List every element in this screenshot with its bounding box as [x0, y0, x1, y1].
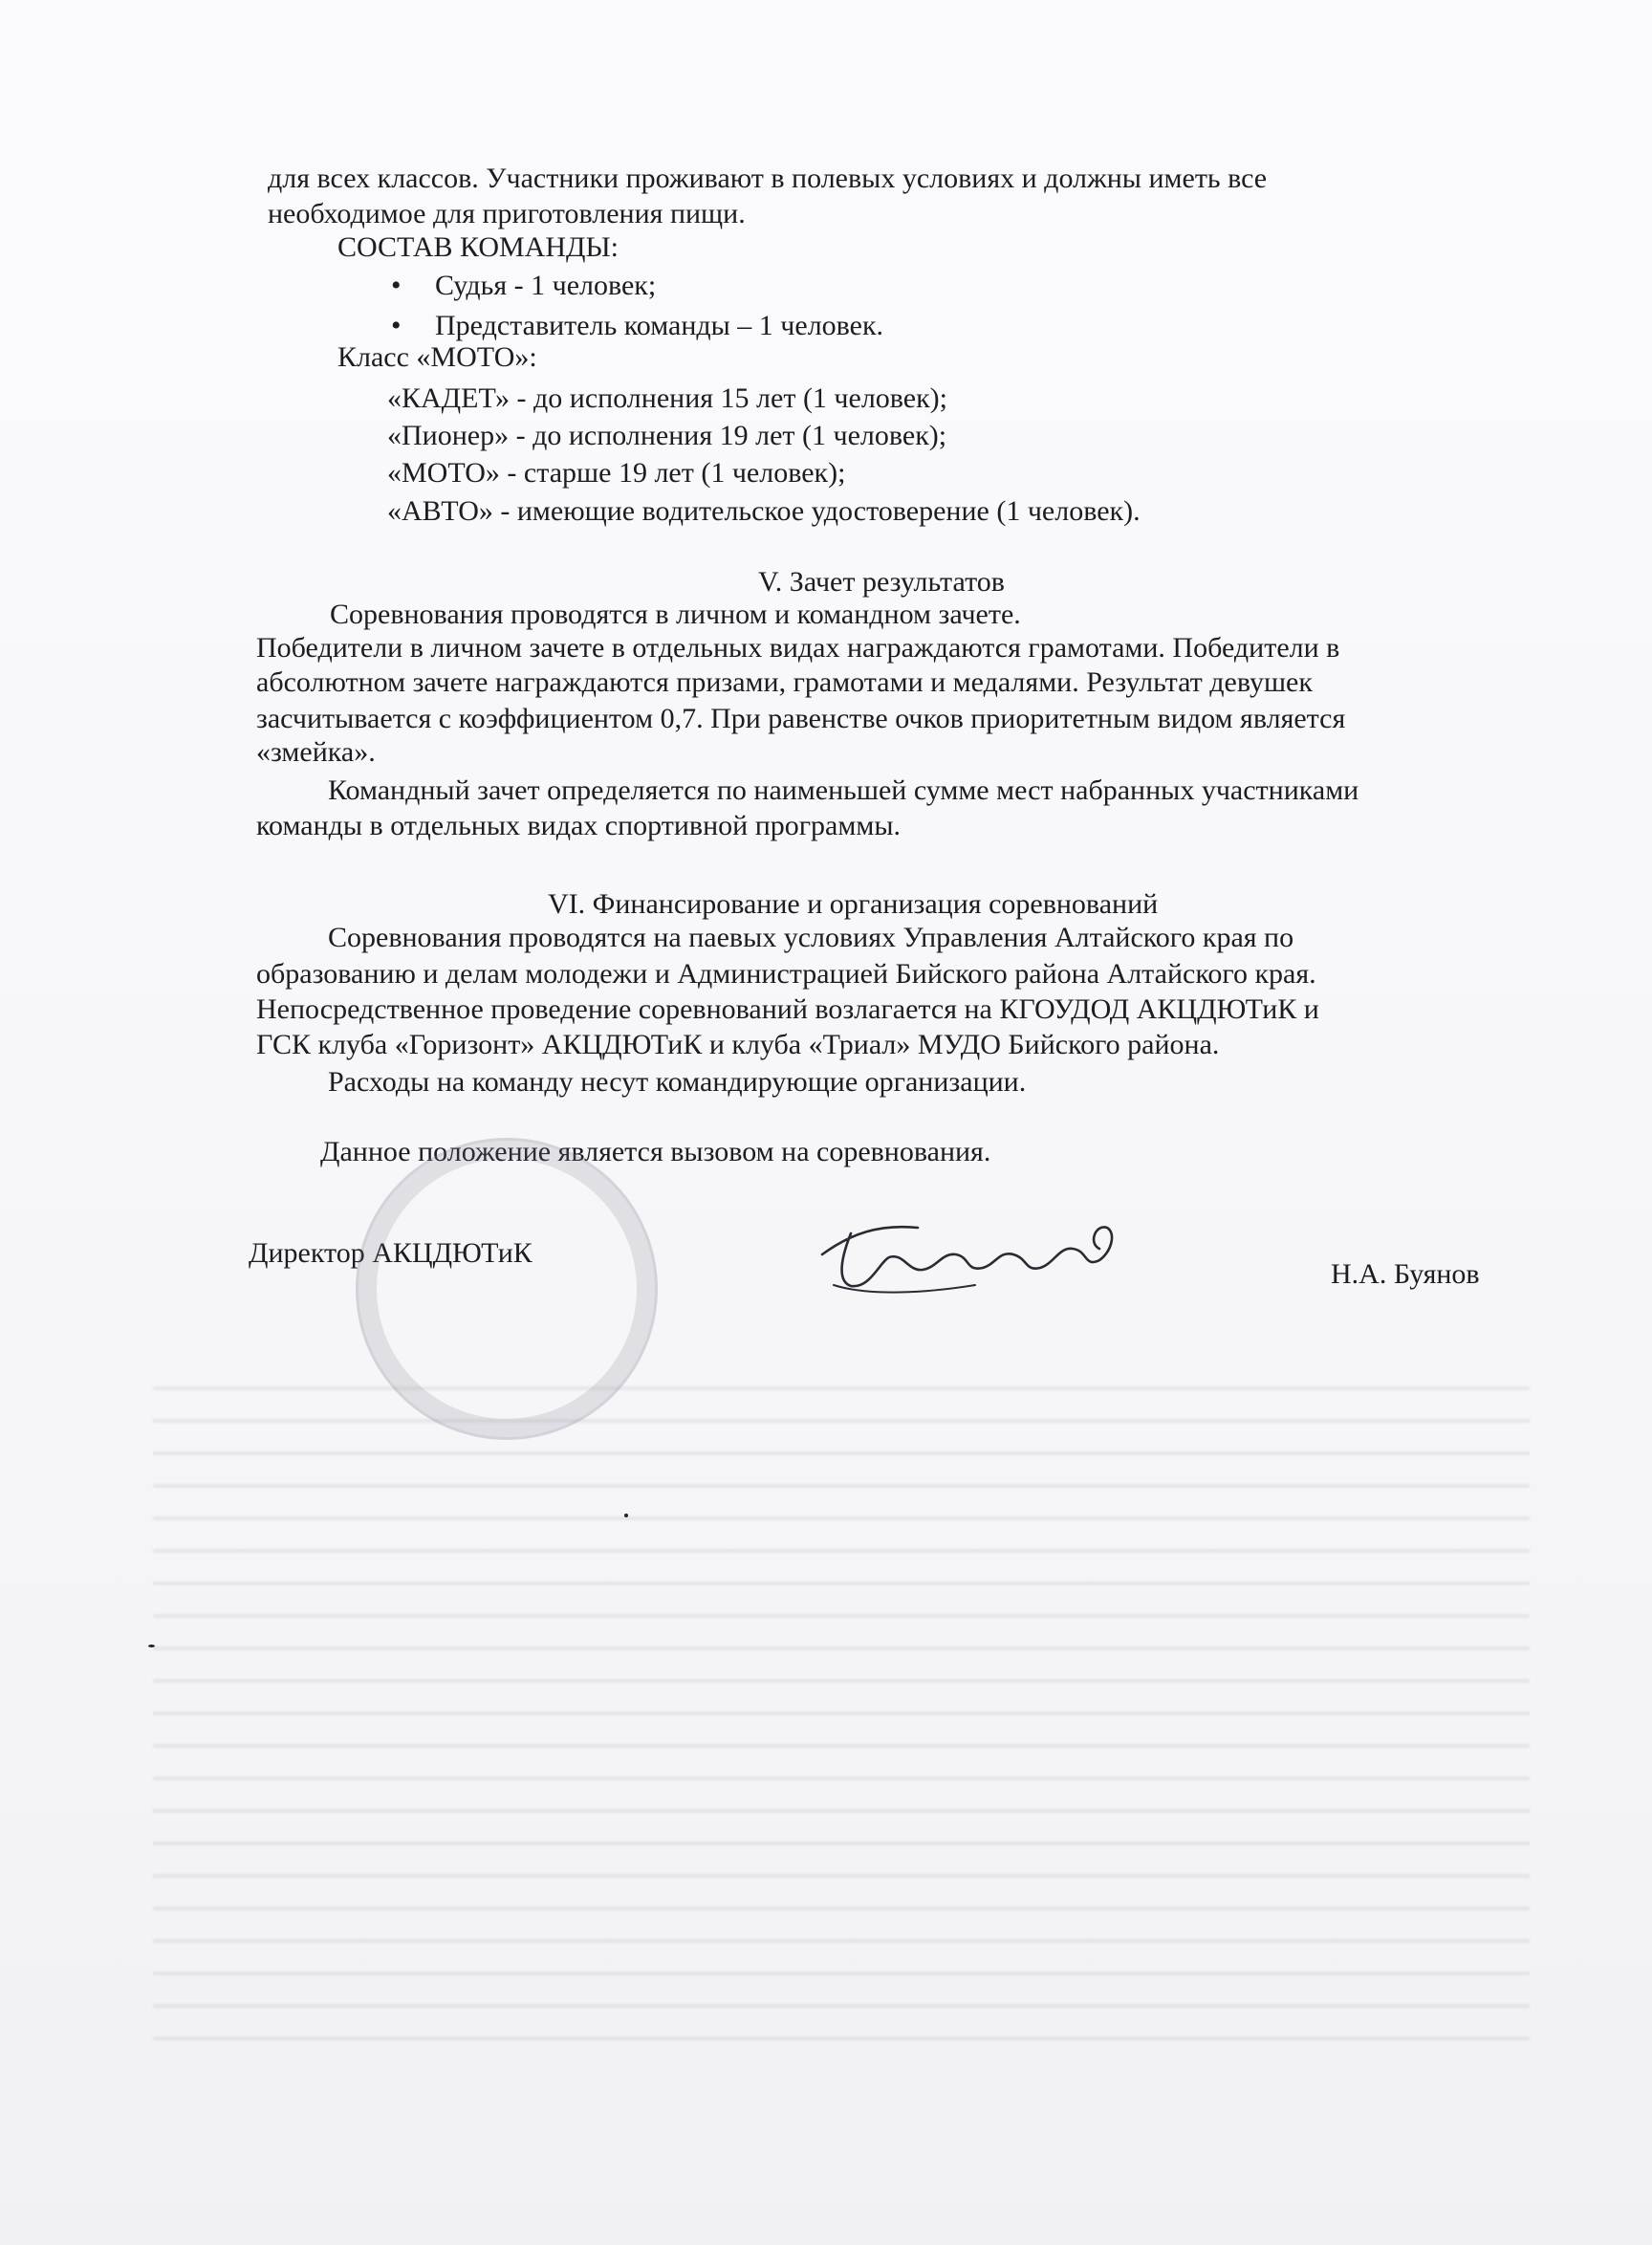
- section-5-line: Командный зачет определяется по наименьшей сумме мест набранных участниками: [328, 774, 1359, 806]
- handwritten-signature: [813, 1205, 1128, 1310]
- intro-line-1: для всех классов. Участники проживают в полевых условиях и должны иметь все: [268, 163, 1268, 194]
- moto-class-item: «АВТО» - имеющие водительское удостоверение (1 человек).: [387, 495, 1141, 527]
- section-5-line: Соревнования проводятся в личном и командном зачете.: [330, 599, 1021, 630]
- intro-line-2: необходимое для приготовления пищи.: [268, 198, 746, 229]
- speck: [148, 1645, 155, 1647]
- section-5-line: абсолютном зачете награждаются призами, грамотами и медалями. Результат девушек: [256, 666, 1313, 698]
- section-6-line: Соревнования проводятся на паевых условиях Управления Алтайского края по: [328, 922, 1294, 953]
- section-5-line: засчитывается с коэффициентом 0,7. При равенстве очков приоритетным видом является: [256, 703, 1346, 734]
- section-6-title: VI. Финансирование и организация соревнований: [548, 888, 1159, 920]
- moto-class-item: «МОТО» - старше 19 лет (1 человек);: [387, 457, 846, 489]
- team-item: • Представитель команды – 1 человек.: [435, 308, 883, 343]
- moto-class-item: «Пионер» - до исполнения 19 лет (1 человек);: [387, 420, 947, 451]
- section-6-line: Расходы на команду несут командирующие организации.: [328, 1066, 1027, 1098]
- signatory-name: Н.А. Буянов: [1331, 1258, 1480, 1290]
- section-6-line: образованию и делам молодежи и Администрацией Бийского района Алтайского края.: [256, 958, 1316, 990]
- closing-statement: Данное положение является вызовом на соревнования.: [320, 1136, 991, 1167]
- team-item: • Судья - 1 человек;: [435, 268, 656, 303]
- moto-class-item: «КАДЕТ» - до исполнения 15 лет (1 человек);: [387, 382, 948, 414]
- section-5-line: «змейка».: [256, 736, 376, 768]
- speck: [624, 1514, 628, 1517]
- section-6-line: Непосредственное проведение соревнований возлагается на КГОУДОД АКЦДЮТиК и: [256, 993, 1319, 1025]
- moto-class-heading: Класс «МОТО»:: [337, 341, 537, 373]
- faded-stamp: [356, 1138, 658, 1440]
- section-5-title: V. Зачет результатов: [758, 566, 1005, 598]
- signatory-position: Директор АКЦДЮТиК: [249, 1237, 533, 1269]
- section-5-line: Победители в личном зачете в отдельных видах награждаются грамотами. Победители в: [256, 632, 1340, 664]
- section-6-line: ГСК клуба «Горизонт» АКЦДЮТиК и клуба «Триал» МУДО Бийского района.: [256, 1029, 1220, 1060]
- section-5-line: команды в отдельных видах спортивной программы.: [256, 810, 901, 841]
- team-heading: СОСТАВ КОМАНДЫ:: [337, 231, 619, 263]
